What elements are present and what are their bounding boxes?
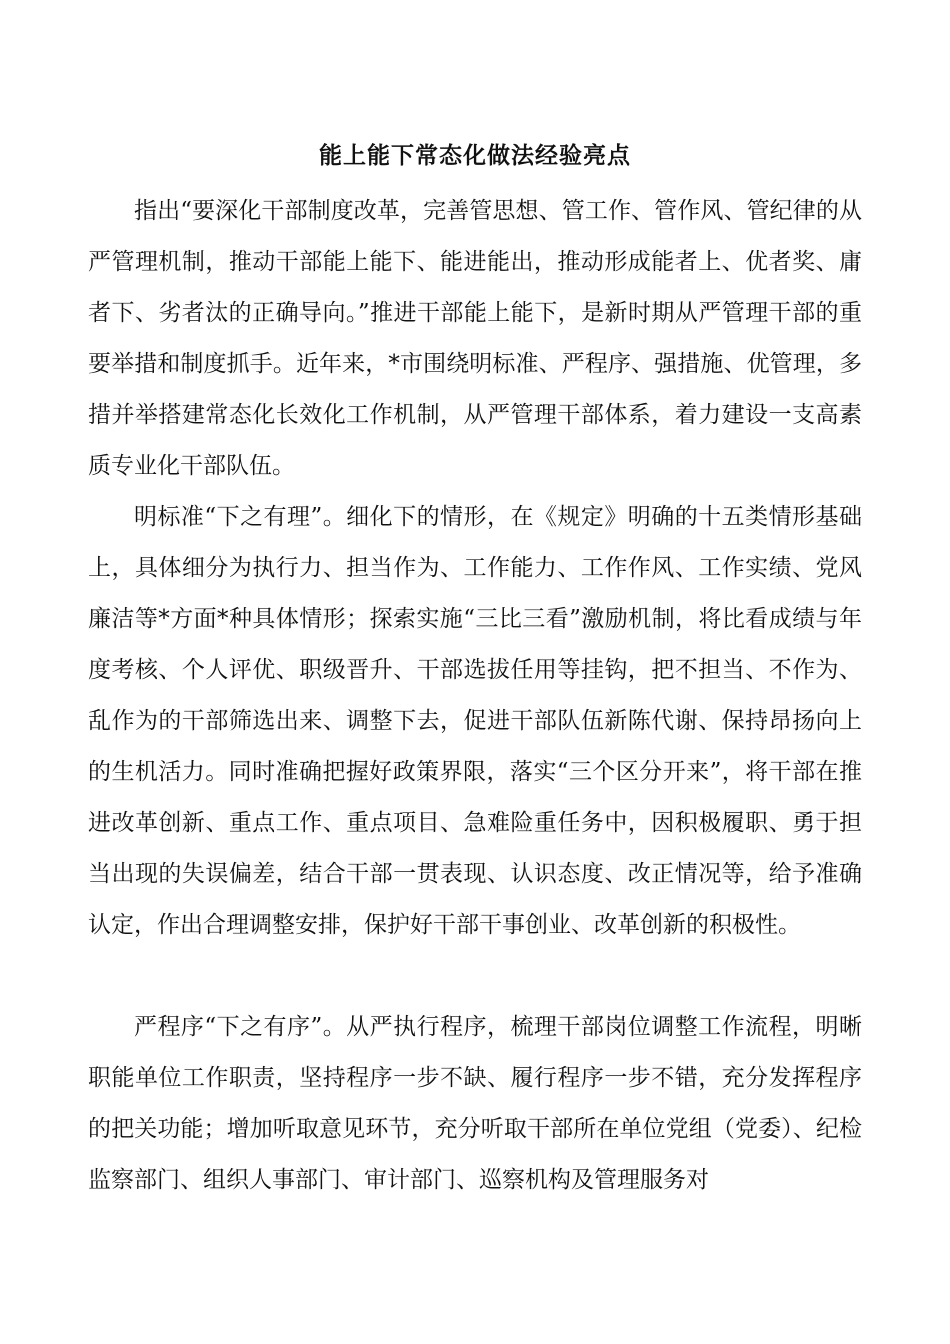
paragraph-standards: 明标准“下之有理”。细化下的情形，在《规定》明确的十五类情形基础上，具体细分为执行力、担当作为、工作能力、工作作风、工作实绩、党风廉洁等*方面*种具体情形；探索实施“三比三看”激励机制，将比看成绩与年度考核、个人评优、职级晋升、干部选拔任用等挂钩，把不担当、不作为、乱作为的干部筛选出来、调整下去，促进干部队伍新陈代谢、保持昂扬向上的生机活力。同时准确把握好政策界限，落实“三个区分开来”，将干部在推进改革创新、重点工作、重点项目、急难险重任务中，因积极履职、勇于担当出现的失误偏差，结合干部一贯表现、认识态度、改正情况等，给予准确认定，作出合理调整安排，保护好干部干事创业、改革创新的积极性。 [88, 504, 862, 938]
paragraph-intro: 指出“要深化干部制度改革，完善管思想、管工作、管作风、管纪律的从严管理机制，推动干部能上能下、能进能出，推动形成能者上、优者奖、庸者下、劣者汰的正确导向。”推进干部能上能下，是新时期从严管理干部的重要举措和制度抓手。近年来，*市围绕明标准、严程序、强措施、优管理，多措并举搭建常态化长效化工作机制，从严管理干部体系，着力建设一支高素质专业化干部队伍。 [88, 198, 862, 479]
document-title: 能上能下常态化做法经验亮点 [319, 143, 631, 169]
paragraph-procedures: 严程序“下之有序”。从严执行程序，梳理干部岗位调整工作流程，明晰职能单位工作职责，坚持程序一步不缺、履行程序一步不错，充分发挥程序的把关功能；增加听取意见环节，充分听取干部所在单位党组（党委）、纪检监察部门、组织人事部门、审计部门、巡察机构及管理服务对 [88, 1014, 862, 1193]
